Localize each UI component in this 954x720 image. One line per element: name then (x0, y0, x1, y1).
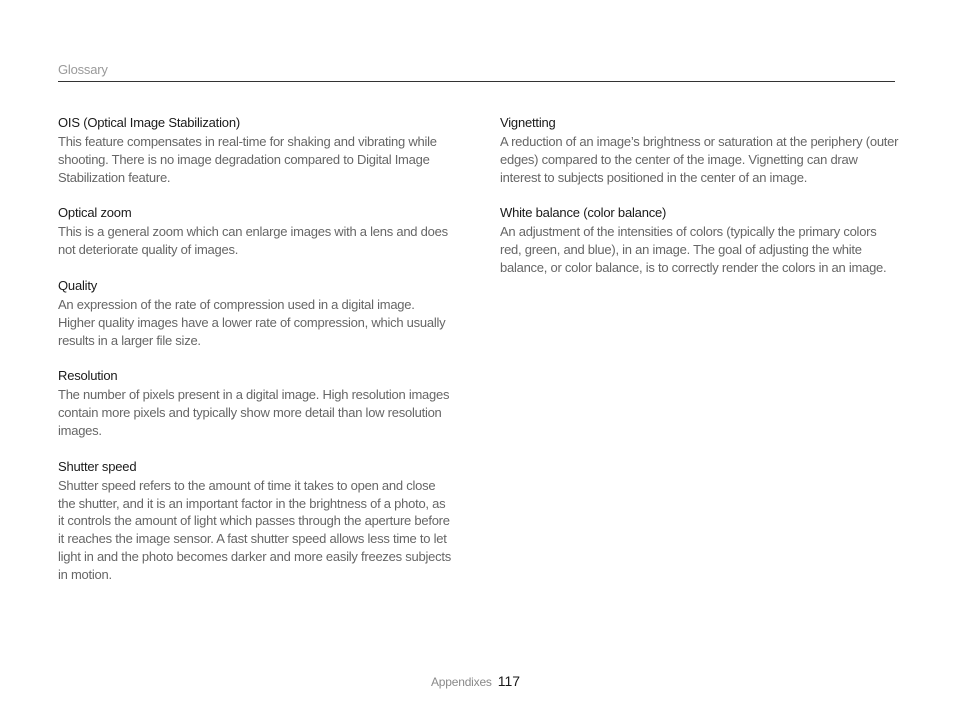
term-title: White balance (color balance) (500, 205, 667, 221)
glossary-entry-shutter-speed (58, 458, 453, 584)
term-title: Vignetting (500, 115, 556, 130)
term-title: Shutter speed (58, 458, 137, 474)
glossary-entry-white-balance (500, 204, 900, 276)
term-description: An expression of the rate of compression used in a digital image. Higher quality images have a lower rate of compression, which usually results in a larger file size. (58, 296, 446, 348)
page-header (58, 61, 895, 82)
page-number: 117 (497, 673, 521, 689)
term-description: This feature compensates in real-time for shaking and vibrating while shooting. There is no image degradation compared to Digital Image Stabilization feature. (58, 134, 437, 185)
section-title: Glossary (58, 62, 108, 77)
left-column (58, 114, 453, 602)
term-description: An adjustment of the intensities of colors (typically the primary colors red, green, and blue), in an image. The goal of adjusting the white balance, or color balance, is to correctly render the colors in an image. (500, 224, 887, 275)
glossary-entry-optical-zoom (58, 204, 453, 259)
footer-section-label: Appendixes (431, 675, 492, 689)
term-title: Quality (58, 277, 98, 293)
glossary-entry-vignetting (500, 114, 900, 186)
glossary-entry-ois (58, 114, 453, 186)
glossary-entry-quality (58, 277, 453, 349)
right-column (500, 114, 900, 295)
term-description: Shutter speed refers to the amount of time it takes to open and close the shutter, and it is an important factor in the brightness of a photo, as it controls the amount of light which passes through the aperture before it reaches the image sensor. A fast shutter speed allows less time to let light in and the photo becomes darker and more easily freezes subjects in motion. (58, 477, 451, 582)
term-title: OIS (Optical Image Stabilization) (58, 115, 240, 130)
page-footer (431, 673, 520, 691)
term-description: This is a general zoom which can enlarge images with a lens and does not deteriorate quality of images. (58, 224, 448, 258)
term-description: A reduction of an image’s brightness or saturation at the periphery (outer edges) compared to the center of the image. Vignetting can draw interest to subjects positioned in the center of an image. (500, 134, 899, 185)
glossary-entry-resolution (58, 367, 453, 439)
term-title: Optical zoom (58, 205, 132, 221)
term-title: Resolution (58, 368, 118, 384)
term-description: The number of pixels present in a digital image. High resolution images contain more pixels and typically show more detail than low resolution images. (58, 387, 450, 438)
